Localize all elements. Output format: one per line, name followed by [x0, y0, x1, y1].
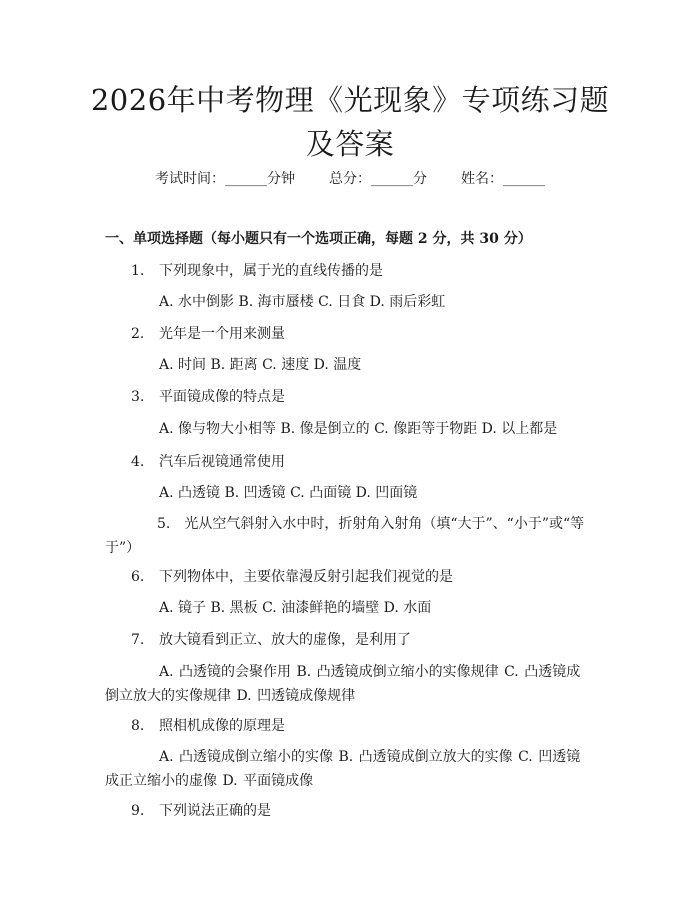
question-text: 下列物体中，主要依靠漫反射引起我们视觉的是: [159, 569, 453, 585]
question-2-options: A. 时间 B. 距离 C. 速度 D. 温度: [159, 357, 362, 373]
question-1: [105, 259, 593, 283]
question-4-options: A. 凸透镜 B. 凹透镜 C. 凸面镜 D. 凹面镜: [159, 485, 418, 501]
question-3-options: A. 像与物大小相等 B. 像是倒立的 C. 像距等于物距 D. 以上都是: [159, 421, 558, 437]
exam-meta: [0, 170, 700, 188]
question-text: 光从空气斜射入水中时，折射角入射角（填“大于”、“小于”或“等于”）: [105, 516, 585, 556]
question-text: 汽车后视镜通常使用: [159, 454, 285, 470]
question-text: 光年是一个用来测量: [159, 326, 285, 342]
question-number: 7.: [131, 632, 145, 648]
question-5: [105, 512, 593, 560]
question-4: [105, 450, 593, 474]
question-8: [105, 714, 593, 738]
question-8-options: A. 凸透镜成倒立缩小的实像 B. 凸透镜成倒立放大的实像 C. 凹透镜成正立缩小的虚像 D. 平面镜成像: [105, 749, 581, 789]
question-text: 放大镜看到正立、放大的虚像，是利用了: [159, 632, 411, 648]
question-text: 照相机成像的原理是: [159, 718, 285, 734]
question-number: 6.: [131, 569, 145, 585]
name-field: 姓名：______: [461, 171, 545, 187]
question-9: [105, 799, 593, 823]
question-7: [105, 628, 593, 652]
question-text: 下列现象中，属于光的直线传播的是: [159, 263, 383, 279]
section-heading: 一、单项选择题（每小题只有一个选项正确，每题 2 分，共 30 分）: [105, 231, 532, 247]
question-6-options: A. 镜子 B. 黑板 C. 油漆鲜艳的墙壁 D. 水面: [159, 600, 432, 616]
question-2: [105, 322, 593, 346]
question-6: [105, 565, 593, 589]
question-number: 1.: [131, 263, 145, 279]
question-number: 9.: [131, 803, 145, 819]
question-text: 下列说法正确的是: [159, 803, 271, 819]
question-number: 4.: [131, 454, 145, 470]
question-3: [105, 385, 593, 409]
question-number: 2.: [131, 326, 145, 342]
question-number: 3.: [131, 389, 145, 405]
exam-time-field: 考试时间：______分钟: [155, 171, 295, 187]
question-text: 平面镜成像的特点是: [159, 389, 285, 405]
page-title: 2026年中考物理《光现象》专项练习题及答案: [90, 83, 610, 161]
question-1-options: A. 水中倒影 B. 海市蜃楼 C. 日食 D. 雨后彩虹: [159, 294, 446, 310]
question-7-options: A. 凸透镜的会聚作用 B. 凸透镜成倒立缩小的实像规律 C. 凸透镜成倒立放大的实像规律 D. 凹透镜成像规律: [105, 664, 581, 704]
question-number: 8.: [131, 718, 145, 734]
total-score-field: 总分：______分: [329, 171, 427, 187]
question-number: 5.: [157, 516, 171, 532]
